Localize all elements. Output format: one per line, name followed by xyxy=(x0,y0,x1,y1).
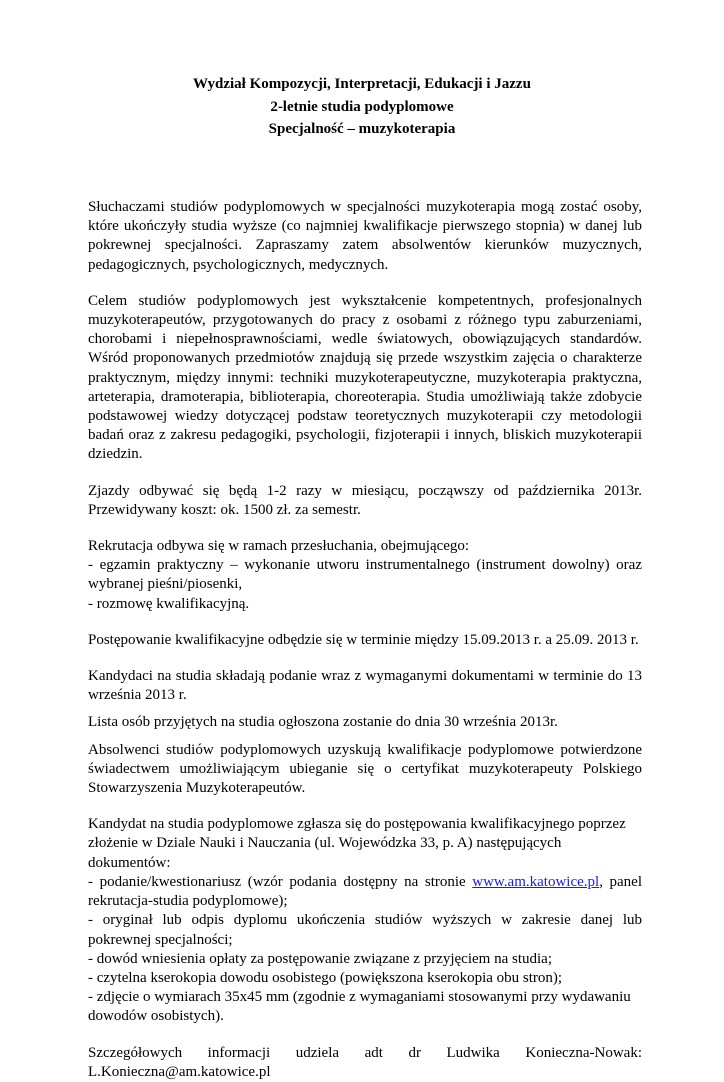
document-item-photo: - zdjęcie o wymiarach 35x45 mm (zgodnie z wymaganiami stosowanymi przy wydawaniu dowodów osobistych). xyxy=(88,989,631,1025)
paragraph-required-documents xyxy=(88,815,642,1026)
paragraph-recruitment xyxy=(88,537,642,614)
paragraph-application-deadline: Kandydaci na studia składają podanie wraz z wymaganymi dokumentami w terminie do 13 września 2013 r. xyxy=(88,668,642,704)
paragraph-program-goal: Celem studiów podyplomowych jest wykształcenie kompetentnych, profesjonalnych muzykoterapeutów, przygotowanych do pracy z osobami z różnego typu zaburzeniami, chorobami i niepełnosprawnościami, wedle światowych, obowiązujących standardów. Wśród proponowanych przedmiotów znajdują się przede wszystkim zajęcia o charakterze praktycznym, między innymi: techniki muzykoterapeutyczne, muzykoterapia praktyczna, arteterapia, dramoterapia, biblioterapia, choreoterapia. Studia umożliwiają także zdobycie podstawowej wiedzy dotyczącej podstaw teoretycznych muzykoterapii czy metodologii badań oraz z zakresu pedagogiki, psychologii, fizjoterapii i innych, bliskich muzykoterapii dziedzin. xyxy=(88,292,642,463)
paragraph-schedule-cost: Zjazdy odbywać się będą 1-2 razy w miesiącu, począwszy od października 2013r. Przewidywany koszt: ok. 1500 zł. za semestr. xyxy=(88,482,642,518)
recruitment-item-exam: - egzamin praktyczny – wykonanie utworu instrumentalnego (instrument dowolny) oraz wybranej pieśni/piosenki, xyxy=(88,557,642,593)
documents-intro: Kandydat na studia podyplomowe zgłasza się do postępowania kwalifikacyjnego poprzez złożenie w Dziale Nauki i Nauczania (ul. Wojewódzka 33, p. A) następujących dokumentów: xyxy=(88,816,626,871)
website-link[interactable]: www.am.katowice.pl xyxy=(472,873,600,890)
paragraph-admission-list: Lista osób przyjętych na studia ogłoszona zostanie do dnia 30 września 2013r. xyxy=(88,714,558,731)
paragraph-eligibility: Słuchaczami studiów podyplomowych w specjalności muzykoterapia mogą zostać osoby, które ukończyły studia wyższe (co najmniej kwalifikacje pierwszego stopnia) w danej lub pokrewnej specjalności. Zapraszamy zatem absolwentów kierunków muzycznych, pedagogicznych, psychologicznych, medycznych. xyxy=(88,199,642,273)
specialty-title: Specjalność – muzykoterapia xyxy=(268,121,456,137)
program-title: 2-letnie studia podyplomowe xyxy=(270,98,454,115)
document-body xyxy=(88,198,642,1082)
paragraph-qualification-dates: Postępowanie kwalifikacyjne odbędzie się w terminie między 15.09.2013 r. a 25.09. 2013 r. xyxy=(88,631,639,648)
paragraph-graduate-qualifications: Absolwenci studiów podyplomowych uzyskują kwalifikacje podyplomowe potwierdzone świadectwem umożliwiającym ubieganie się o certyfikat muzykoterapeuty Polskiego Stowarzyszenia Muzykoterapeutów. xyxy=(88,741,642,797)
document-header xyxy=(0,74,724,142)
document-item-application-form: - podanie/kwestionariusz (wzór podania dostępny na stronie www.am.katowice.pl, panel rekrutacja-studia podyplomowe); xyxy=(88,873,642,910)
recruitment-intro: Rekrutacja odbywa się w ramach przesłuchania, obejmującego: xyxy=(88,538,470,555)
document-item-id-copy: - czytelna kserokopia dowodu osobistego (powiększona kserokopia obu stron); xyxy=(88,969,563,986)
paragraph-contact: Szczegółowych informacji udziela adt dr Ludwika Konieczna-Nowak: L.Konieczna@am.katowice.pl xyxy=(88,1044,642,1080)
document-item-diploma: - oryginał lub odpis dyplomu ukończenia studiów wyższych w zakresie danej lub pokrewnej specjalności; xyxy=(88,912,642,948)
document-item-fee-proof: - dowód wniesienia opłaty za postępowanie związane z przyjęciem na studia; xyxy=(88,950,552,967)
faculty-title: Wydział Kompozycji, Interpretacji, Edukacji i Jazzu xyxy=(193,76,531,92)
recruitment-item-interview: - rozmowę kwalifikacyjną. xyxy=(88,595,250,612)
